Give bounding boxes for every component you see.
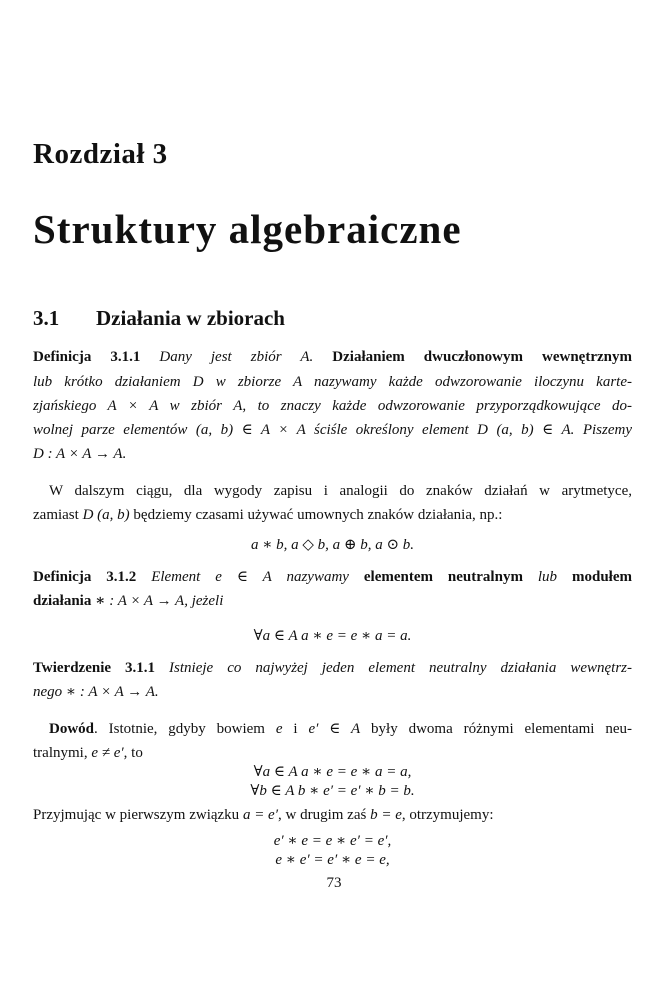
text-line [33,444,632,464]
text-segment: Element e ∈ A nazywamy [151,569,364,585]
text-line [33,682,632,702]
text-segment: Dowód [49,721,95,737]
text-segment: e′ ∗ e = e ∗ e′ = e′, [273,833,392,849]
text-line [33,481,632,501]
text-segment: Definicja 3.1.1 [33,349,160,365]
text-segment: Twierdzenie 3.1.1 [33,660,170,676]
text-segment: i [282,721,309,737]
text-line [33,372,632,392]
text-line [33,805,632,825]
text-segment: działania ∗ [33,593,106,609]
text-segment: zjańskiego A × A w zbiór A, to znaczy każde odwzorowanie przyporządkowujące do- [33,398,632,414]
text-line [33,743,632,763]
text-segment: , otrzymujemy: [401,807,494,823]
text-line [33,567,632,587]
text-line [33,420,632,440]
text-segment: tralnymi, [33,745,92,761]
text-segment: a ∗ b, a ◇ b, a ⊕ b, a ⊙ b. [250,537,415,553]
text-line [33,719,632,739]
text-line [33,850,632,870]
text-line [33,591,632,611]
text-segment: będziemy czasami używać umownych znaków działania, np.: [129,507,503,523]
text-segment: zamiast [33,507,83,523]
page-number: 73 [326,875,342,891]
text-line [33,762,632,782]
text-segment: lub krótko działaniem D w zbiorze A nazywamy każde odwzorowanie iloczynu karte- [33,374,632,390]
text-line [33,347,632,367]
text-segment: D : A × A → A. [33,446,127,462]
text-segment: lub [537,569,572,585]
text-segment: , w drugim zaś [278,807,371,823]
text-segment: Dany jest zbiór A. [159,349,333,365]
section-number: 3.1 [33,306,60,330]
text-segment: ∀a ∈ A a ∗ e = e ∗ a = a, [253,764,412,780]
text-segment: . Istotnie, gdyby bowiem [94,721,276,737]
text-line [33,658,632,678]
text-segment: Przyjmując w pierwszym związku [33,807,243,823]
text-segment: Definicja 3.1.2 [33,569,152,585]
text-segment: e ∗ e′ = e′ ∗ e = e, [275,852,390,868]
text-segment: były dwoma różnymi elementami neu- [360,721,633,737]
text-segment: D (a, b) [82,507,130,523]
text-line [33,626,632,646]
text-segment: W dalszym ciągu, dla wygody zapisu i analogii do znaków działań w arytmetyce, [49,483,632,499]
text-segment: modułem [571,569,632,585]
text-line [33,831,632,851]
text-segment: a = e′ [242,807,278,823]
text-segment: wolnej parze elementów (a, b) ∈ A × A ściśle określony element D (a, b) ∈ A. Piszemy [33,422,632,438]
section-heading [33,306,285,331]
section-title: Działania w zbiorach [96,306,285,330]
text-line [33,505,632,525]
text-segment: ∀a ∈ A a ∗ e = e ∗ a = a. [253,628,412,644]
text-segment: Działaniem dwuczłonowym wewnętrznym [332,349,632,365]
chapter-label: Rozdział 3 [33,138,168,170]
chapter-title: Struktury algebraiczne [33,206,462,252]
text-segment: e [275,721,283,737]
text-segment: elementem neutralnym [363,569,538,585]
text-segment: e′ ∈ A [308,721,361,737]
text-segment: ∀b ∈ A b ∗ e′ = e′ ∗ b = b. [250,783,415,799]
text-segment: , to [123,745,143,761]
text-segment: b = e [370,807,402,823]
text-segment: e ≠ e′ [91,745,124,761]
text-segment: nego ∗ : A × A → A. [33,684,159,700]
text-line [33,535,632,555]
text-line [33,396,632,416]
text-line [33,781,632,801]
text-segment: Istnieje co najwyżej jeden element neutralny działania wewnętrz- [169,660,632,676]
text-segment: : A × A → A, jeżeli [105,593,224,609]
